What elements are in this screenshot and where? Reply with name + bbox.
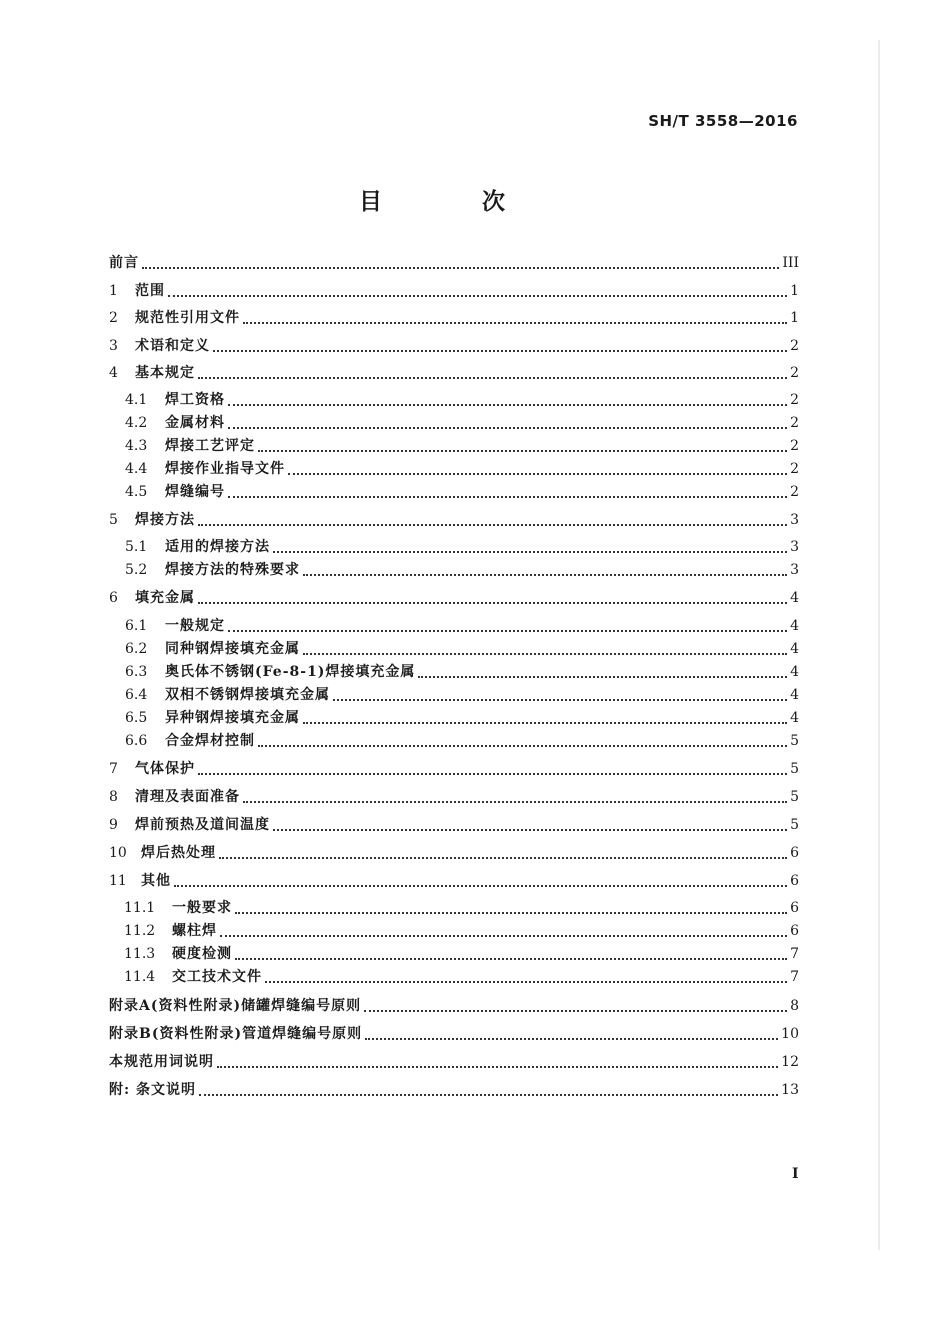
toc-entry-number: 4.1 [125,392,148,408]
toc-entry-page: 2 [790,338,799,354]
toc-entry-page: 1 [790,310,799,326]
toc-entry-number: 11.2 [124,923,156,939]
toc-subentry[interactable] [125,638,799,660]
toc-leader-dots [273,828,787,831]
toc-entry[interactable] [109,758,799,780]
toc-subentry[interactable] [125,458,799,480]
toc-subentry[interactable] [124,920,799,942]
toc-entry[interactable] [109,814,799,836]
toc-leader-dots [174,884,787,887]
toc-leader-dots [258,449,787,452]
toc-subentry[interactable] [125,435,799,457]
toc-leader-dots [198,523,787,526]
toc-entry-page: 10 [781,1026,799,1042]
toc-appendix-entry[interactable] [109,995,799,1017]
toc-entry-number: 6 [109,590,118,606]
toc-entry-page: 5 [790,817,799,833]
toc-entry-title: 规范性引用文件 [135,310,240,326]
toc-leader-dots [364,1009,787,1012]
toc-entry-title: 本规范用词说明 [109,1054,214,1070]
toc-leader-dots [168,294,787,297]
toc-leader-dots [199,1093,778,1096]
toc-entry[interactable] [109,870,799,892]
toc-entry-number: 3 [109,338,118,354]
page-number: I [792,1166,799,1182]
toc-entry-page: 6 [790,900,799,916]
toc-entry-title: 术语和定义 [135,338,210,354]
toc-entry-title: 金属材料 [165,415,225,431]
toc-entry-page: 5 [790,733,799,749]
toc-entry-page: 6 [790,845,799,861]
toc-entry-page: 6 [790,923,799,939]
toc-entry-number: 4.2 [125,415,148,431]
toc-entry-title: 附录A(资料性附录)储罐焊缝编号原则 [109,998,362,1014]
toc-entry-title: 焊前预热及道间温度 [135,817,270,833]
toc-leader-dots [228,495,787,498]
toc-entry-title: 清理及表面准备 [135,789,240,805]
toc-entry-number: 6.5 [125,710,148,726]
toc-entry-page: 2 [790,461,799,477]
toc-entry-page: 4 [790,664,799,680]
toc-subentry[interactable] [125,730,799,752]
toc-entry-title: 合金焊材控制 [165,733,255,749]
toc-leader-dots [198,601,787,604]
toc-entry-title: 焊接作业指导文件 [165,461,285,477]
toc-subentry[interactable] [124,943,799,965]
toc-entry[interactable] [109,842,799,864]
toc-leader-dots [333,698,787,701]
toc-appendix-entry[interactable] [109,1023,799,1045]
toc-entry-page: 6 [790,873,799,889]
toc-leader-dots [198,376,787,379]
toc-entry-number: 5.2 [125,562,148,578]
toc-entry-page: 12 [781,1054,799,1070]
toc-entry-number: 1 [109,283,118,299]
toc-subentry[interactable] [125,707,799,729]
toc-leader-dots [228,403,787,406]
toc-entry-title: 附录B(资料性附录)管道焊缝编号原则 [109,1026,363,1042]
toc-entry-number: 6.3 [125,664,148,680]
toc-subentry[interactable] [125,661,799,683]
toc-subentry[interactable] [125,481,799,503]
toc-entry-page: 2 [790,415,799,431]
toc-entry-title: 奥氏体不锈钢(Fe-8-1)焊接填充金属 [165,664,416,680]
toc-entry-title: 填充金属 [135,590,195,606]
toc-leader-dots [219,856,787,859]
toc-entry-title: 同种钢焊接填充金属 [165,641,300,657]
toc-entry-page: 2 [790,365,799,381]
toc-leader-dots [228,629,787,632]
toc-entry-page: 4 [790,590,799,606]
toc-entry[interactable] [109,509,799,531]
toc-entry-number: 4 [109,365,118,381]
toc-leader-dots [228,426,787,429]
toc-entry-number: 2 [109,310,118,326]
toc-leader-dots [235,911,787,914]
toc-entry-title: 双相不锈钢焊接填充金属 [165,687,330,703]
toc-entry-number: 6.2 [125,641,148,657]
toc-entry-number: 5.1 [125,539,148,555]
toc-entry-number: 4.5 [125,484,148,500]
toc-entry-page: 3 [790,512,799,528]
toc-entry-title: 气体保护 [135,761,195,777]
toc-subentry[interactable] [124,897,799,919]
toc-entry[interactable] [109,307,799,329]
toc-entry-number: 10 [109,845,127,861]
toc-entry-page: 2 [790,484,799,500]
toc-leader-dots [258,744,787,747]
toc-leader-dots [303,721,787,724]
toc-entry-page: 1 [790,283,799,299]
toc-entry-page: 7 [790,946,799,962]
toc-subentry[interactable] [125,389,799,411]
toc-entry-title: 焊接方法 [135,512,195,528]
toc-entry[interactable] [109,335,799,357]
toc-entry[interactable] [109,587,799,609]
toc-entry-number: 4.4 [125,461,148,477]
toc-leader-dots [217,1065,778,1068]
standard-code: SH/T 3558—2016 [648,112,798,130]
toc-entry[interactable] [109,786,799,808]
toc-leader-dots [265,980,787,983]
toc-entry-title: 一般要求 [172,900,232,916]
toc-entry-page: 8 [790,998,799,1014]
toc-leader-dots [243,800,787,803]
toc-entry-number: 5 [109,512,118,528]
toc-entry-title: 焊接工艺评定 [165,438,255,454]
toc-entry-number: 6.1 [125,618,148,634]
toc-entry-number: 11 [109,873,127,889]
toc-entry-title: 螺柱焊 [172,923,217,939]
toc-leader-dots [142,266,779,269]
toc-entry-title: 其他 [141,873,171,889]
page-edge [878,40,880,1250]
toc-subentry[interactable] [125,615,799,637]
toc-entry-page: 4 [790,710,799,726]
toc-entry-number: 6.6 [125,733,148,749]
toc-entry-title: 一般规定 [165,618,225,634]
toc-leader-dots [198,772,787,775]
toc-subentry[interactable] [125,412,799,434]
toc-entry-number: 4.3 [125,438,148,454]
toc-leader-dots [303,652,787,655]
toc-entry-title: 附: 条文说明 [109,1082,197,1098]
toc-entry-number: 9 [109,817,118,833]
toc-entry-title: 前言 [109,255,139,271]
toc-entry-title: 焊后热处理 [141,845,216,861]
toc-entry-number: 11.1 [124,900,156,916]
toc-leader-dots [213,349,787,352]
toc-entry-page: 4 [790,618,799,634]
toc-entry-foreword[interactable] [109,252,799,274]
toc-entry-page: 5 [790,789,799,805]
toc-appendix-entry[interactable] [109,1079,799,1101]
toc-entry-title: 焊接方法的特殊要求 [165,562,300,578]
toc-leader-dots [288,472,787,475]
toc-subentry[interactable] [124,966,799,988]
toc-entry-title: 异种钢焊接填充金属 [165,710,300,726]
toc-entry-title: 硬度检测 [172,946,232,962]
toc-entry[interactable] [109,280,799,302]
toc-leader-dots [235,957,787,960]
toc-entry-title: 适用的焊接方法 [165,539,270,555]
toc-entry-page: 3 [790,539,799,555]
toc-entry-title: 焊工资格 [165,392,225,408]
toc-entry-number: 8 [109,789,118,805]
toc-leader-dots [303,573,787,576]
toc-leader-dots [243,321,787,324]
toc-entry-page: III [782,255,799,271]
toc-entry-title: 焊缝编号 [165,484,225,500]
toc-subentry[interactable] [125,559,799,581]
toc-entry-page: 4 [790,687,799,703]
toc-subentry[interactable] [125,536,799,558]
toc-leader-dots [418,675,787,678]
toc-entry-page: 3 [790,562,799,578]
toc-leader-dots [273,550,787,553]
toc-entry-page: 2 [790,392,799,408]
toc-entry-number: 7 [109,761,118,777]
toc-subentry[interactable] [125,684,799,706]
toc-entry[interactable] [109,362,799,384]
toc-entry-page: 13 [781,1082,799,1098]
toc-leader-dots [220,934,787,937]
toc-leader-dots [365,1037,778,1040]
toc-entry-number: 11.3 [124,946,156,962]
toc-entry-page: 2 [790,438,799,454]
toc-entry-title: 基本规定 [135,365,195,381]
page-title: 目 次 [358,189,551,215]
toc-entry-number: 6.4 [125,687,148,703]
toc-entry-page: 7 [790,969,799,985]
toc-entry-number: 11.4 [124,969,156,985]
toc-entry-title: 交工技术文件 [172,969,262,985]
toc-appendix-entry[interactable] [109,1051,799,1073]
toc-entry-page: 5 [790,761,799,777]
toc-entry-title: 范围 [135,283,165,299]
toc-entry-page: 4 [790,641,799,657]
